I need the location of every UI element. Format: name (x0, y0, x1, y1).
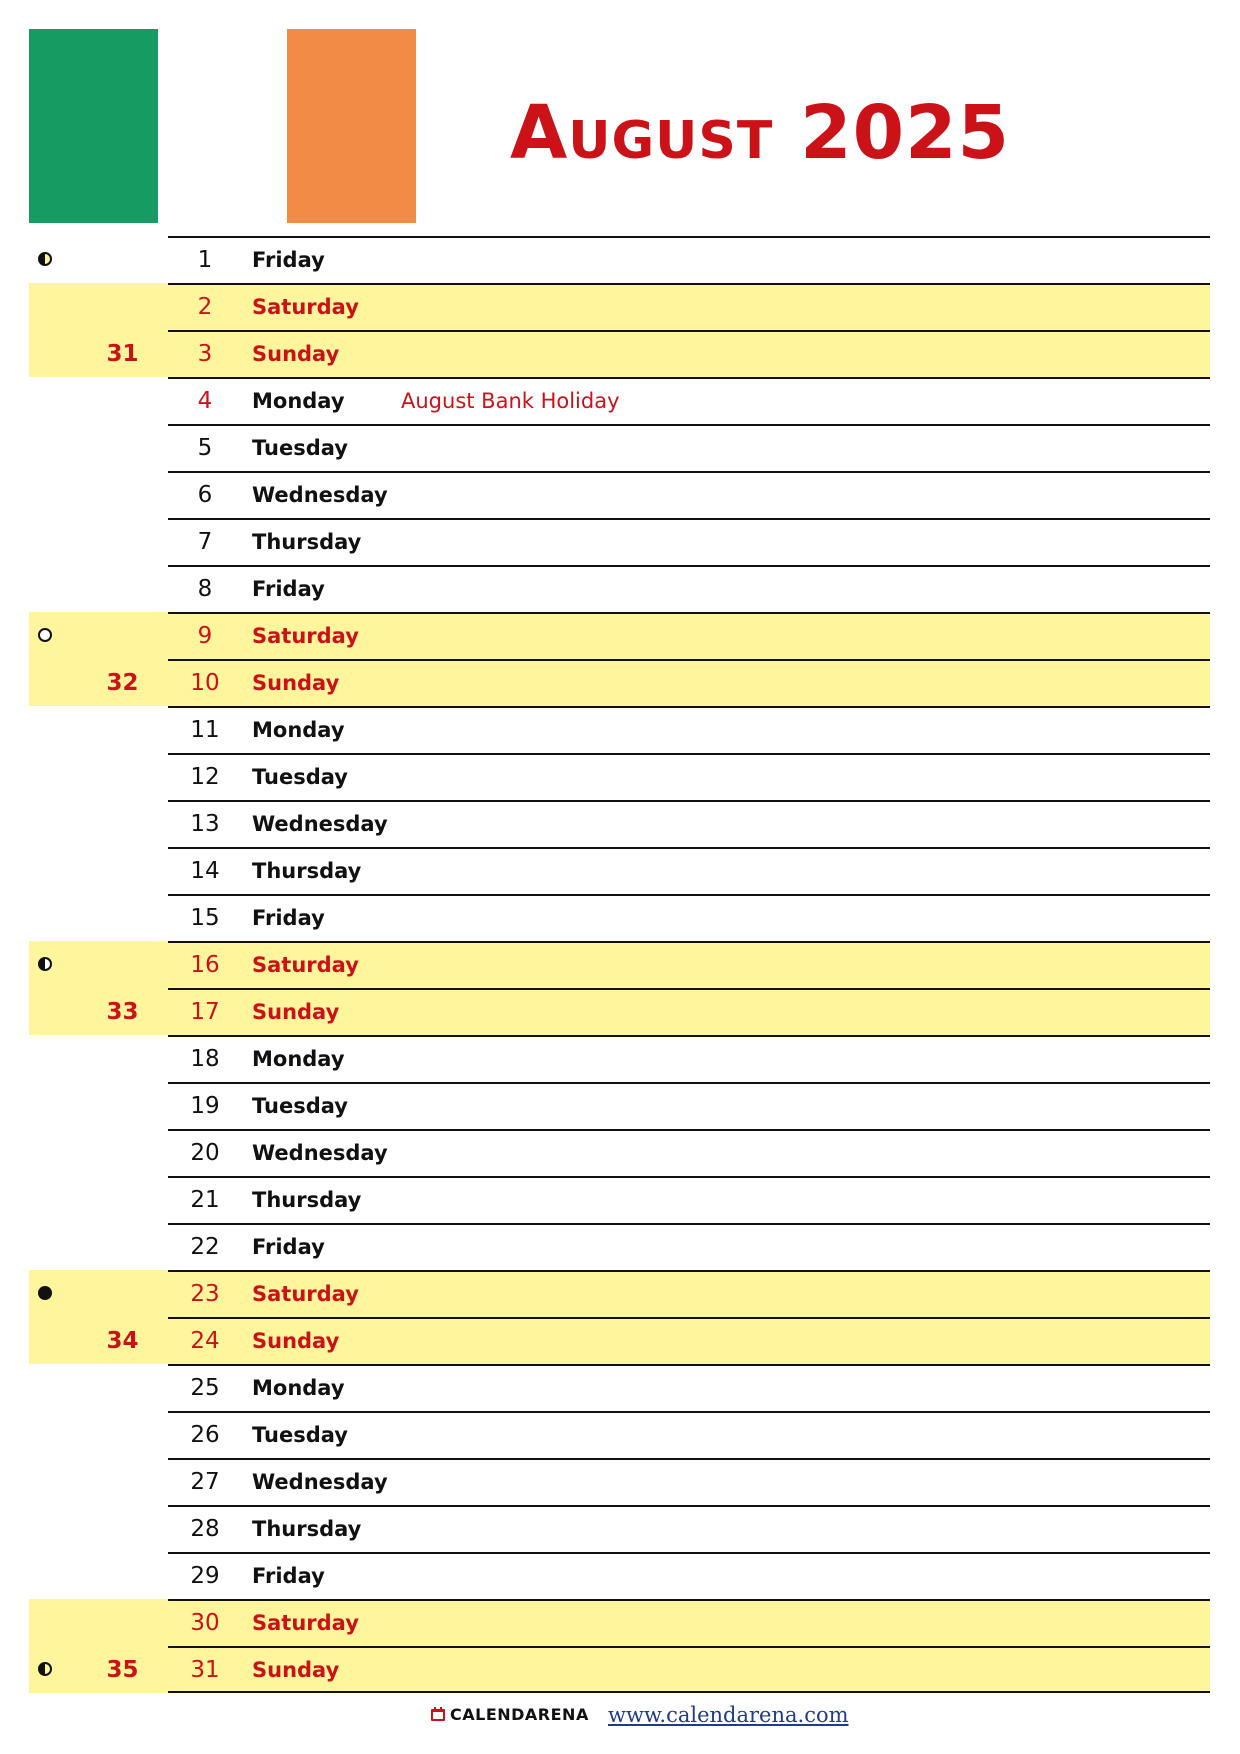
flag-orange-stripe (287, 29, 416, 223)
day-number: 20 (190, 1140, 220, 1166)
day-row[interactable] (0, 800, 1240, 847)
day-row[interactable] (0, 518, 1240, 565)
day-name: Wednesday (252, 483, 388, 507)
week-number: 35 (106, 1657, 139, 1683)
title-month: August (510, 90, 774, 176)
day-row[interactable] (0, 1411, 1240, 1458)
holiday-label: August Bank Holiday (401, 389, 620, 413)
calendar-icon (430, 1706, 446, 1722)
day-row[interactable] (0, 1035, 1240, 1082)
day-number: 16 (190, 952, 220, 978)
day-name: Sunday (252, 1658, 340, 1682)
day-row[interactable] (0, 1552, 1240, 1599)
day-name: Tuesday (252, 1423, 348, 1447)
day-name: Saturday (252, 1282, 359, 1306)
day-row[interactable] (0, 424, 1240, 471)
day-row[interactable] (0, 236, 1240, 283)
day-number: 8 (197, 576, 213, 602)
day-name: Wednesday (252, 1141, 388, 1165)
day-number: 12 (190, 764, 220, 790)
day-name: Friday (252, 577, 325, 601)
day-row[interactable] (0, 1270, 1240, 1317)
day-row[interactable] (0, 283, 1240, 330)
day-name: Sunday (252, 342, 340, 366)
day-number: 11 (190, 717, 220, 743)
day-name: Friday (252, 1235, 325, 1259)
day-number: 15 (190, 905, 220, 931)
day-name: Monday (252, 1376, 345, 1400)
day-number: 9 (197, 623, 213, 649)
day-row[interactable] (0, 471, 1240, 518)
day-name: Wednesday (252, 1470, 388, 1494)
day-row[interactable] (0, 1082, 1240, 1129)
day-row[interactable] (0, 659, 1240, 706)
day-number: 28 (190, 1516, 220, 1542)
day-number: 22 (190, 1234, 220, 1260)
week-number: 33 (106, 999, 139, 1025)
day-number: 14 (190, 858, 220, 884)
day-name: Saturday (252, 624, 359, 648)
day-number: 13 (190, 811, 220, 837)
week-number: 34 (106, 1328, 139, 1354)
day-name: Friday (252, 906, 325, 930)
day-name: Monday (252, 1047, 345, 1071)
day-name: Saturday (252, 1611, 359, 1635)
day-name: Saturday (252, 295, 359, 319)
day-row[interactable] (0, 1646, 1240, 1693)
brand-logo[interactable] (430, 1700, 589, 1730)
day-row[interactable] (0, 1176, 1240, 1223)
day-row[interactable] (0, 706, 1240, 753)
day-name: Friday (252, 1564, 325, 1588)
day-row[interactable] (0, 377, 1240, 424)
day-number: 25 (190, 1375, 220, 1401)
day-name: Sunday (252, 1329, 340, 1353)
day-name: Thursday (252, 859, 362, 883)
day-name: Friday (252, 248, 325, 272)
day-number: 23 (190, 1281, 220, 1307)
day-number: 2 (197, 294, 213, 320)
first-quarter-icon (38, 1662, 52, 1676)
day-row[interactable] (0, 1364, 1240, 1411)
page-title (510, 90, 1010, 176)
day-name: Sunday (252, 1000, 340, 1024)
day-row[interactable] (0, 1599, 1240, 1646)
day-name: Tuesday (252, 1094, 348, 1118)
day-row[interactable] (0, 941, 1240, 988)
day-number: 17 (190, 999, 220, 1025)
day-name: Thursday (252, 530, 362, 554)
footer (0, 1700, 1240, 1730)
day-row[interactable] (0, 1223, 1240, 1270)
day-row[interactable] (0, 1505, 1240, 1552)
calendar-grid (0, 236, 1240, 1693)
day-number: 3 (197, 341, 213, 367)
day-number: 29 (190, 1563, 220, 1589)
day-row[interactable] (0, 753, 1240, 800)
full-moon-icon (38, 628, 52, 642)
last-quarter-icon (38, 957, 52, 971)
day-number: 27 (190, 1469, 220, 1495)
day-row[interactable] (0, 847, 1240, 894)
day-row[interactable] (0, 894, 1240, 941)
day-row[interactable] (0, 1317, 1240, 1364)
day-name: Monday (252, 718, 345, 742)
title-year: 2025 (800, 90, 1011, 176)
day-name: Tuesday (252, 436, 348, 460)
brand-name: CALENDARENA (450, 1705, 589, 1724)
day-number: 10 (190, 670, 220, 696)
day-number: 6 (197, 482, 213, 508)
day-row[interactable] (0, 565, 1240, 612)
day-name: Sunday (252, 671, 340, 695)
first-quarter-icon (38, 252, 52, 266)
day-name: Wednesday (252, 812, 388, 836)
day-name: Saturday (252, 953, 359, 977)
website-link[interactable]: www.calendarena.com (608, 1703, 849, 1727)
day-row[interactable] (0, 1458, 1240, 1505)
day-number: 1 (197, 247, 213, 273)
week-number: 32 (106, 670, 139, 696)
day-number: 30 (190, 1610, 220, 1636)
day-number: 7 (197, 529, 213, 555)
new-moon-icon (38, 1286, 52, 1300)
day-number: 24 (190, 1328, 220, 1354)
day-number: 26 (190, 1422, 220, 1448)
day-name: Tuesday (252, 765, 348, 789)
day-row[interactable] (0, 612, 1240, 659)
day-number: 19 (190, 1093, 220, 1119)
day-row[interactable] (0, 330, 1240, 377)
day-number: 5 (197, 435, 213, 461)
flag-green-stripe (29, 29, 158, 223)
day-number: 21 (190, 1187, 220, 1213)
day-row[interactable] (0, 1129, 1240, 1176)
day-name: Monday (252, 389, 345, 413)
day-number: 31 (190, 1657, 220, 1683)
day-number: 18 (190, 1046, 220, 1072)
week-number: 31 (106, 341, 139, 367)
day-name: Thursday (252, 1188, 362, 1212)
day-number: 4 (197, 388, 213, 414)
day-name: Thursday (252, 1517, 362, 1541)
day-row[interactable] (0, 988, 1240, 1035)
